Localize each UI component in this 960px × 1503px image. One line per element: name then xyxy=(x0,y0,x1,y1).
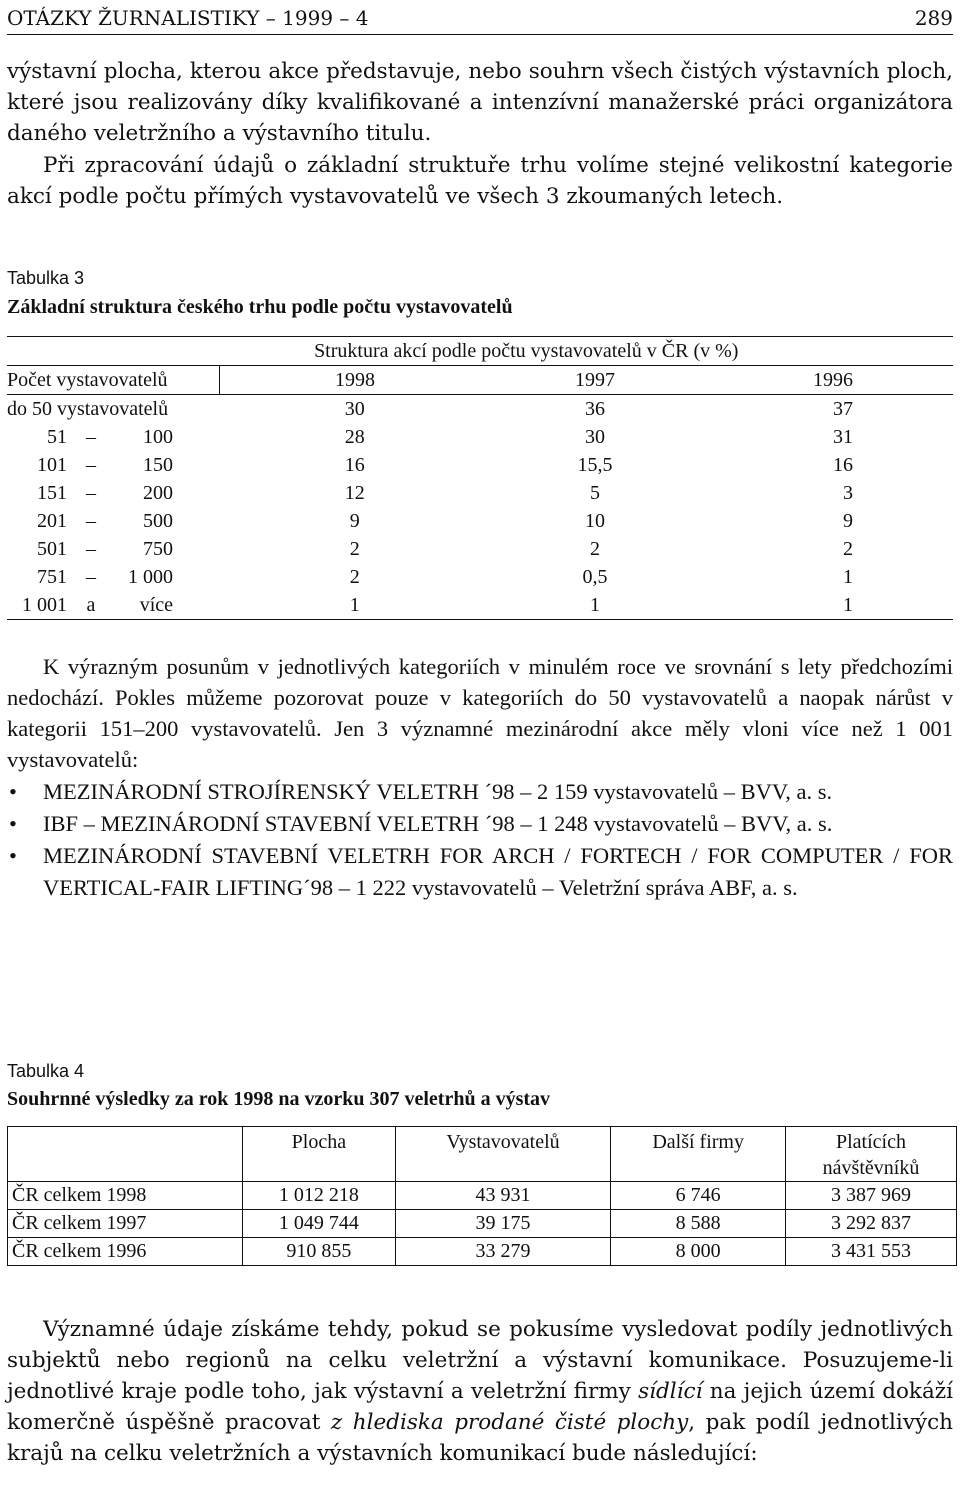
range-sep: – xyxy=(86,481,96,504)
cell: 6 746 xyxy=(611,1182,786,1210)
cell: 2 xyxy=(843,537,853,560)
table-row xyxy=(7,535,953,563)
cell: 2 xyxy=(590,537,600,560)
cell: 10 xyxy=(585,509,605,532)
range-sep: – xyxy=(86,509,96,532)
range-sep: a xyxy=(86,593,96,616)
paragraph-2: Při zpracování údajů o základní struktuře trhu volíme stejné velikostní kategorie akcí podle počtu přímých vystavovatelů ve všech 3 zkoumaných letech. xyxy=(7,153,953,209)
cell: 16 xyxy=(344,453,365,476)
range-sep: – xyxy=(86,565,96,588)
range-to: 500 xyxy=(143,509,173,532)
row-range xyxy=(7,451,220,479)
table3-year-1998: 1998 xyxy=(220,366,491,395)
table-row xyxy=(7,563,953,591)
table-row xyxy=(8,1210,957,1238)
cell: 2 xyxy=(349,565,360,588)
table3-year-1996: 1996 xyxy=(700,366,953,395)
paragraph-4-text-a: Významné údaje získáme tehdy, pokud se pokusíme vysledovat podíly jednotlivých subjektů nebo regionů na celku veletržní a výstavní komunikace. Posuzujeme-li jednotlivé kraje podle toho, jak výstavní a veletržní firmy xyxy=(7,1317,953,1404)
cell: 33 279 xyxy=(395,1238,611,1266)
paragraph-4-italic-b: z hlediska prodané čisté plochy xyxy=(330,1410,689,1435)
cell: 30 xyxy=(585,425,605,448)
range-to: více xyxy=(139,593,173,616)
table-row xyxy=(7,591,953,620)
range-to: 200 xyxy=(143,481,173,504)
range-to: 1 000 xyxy=(128,565,173,588)
row-label: do 50 vystavovatelů xyxy=(7,395,220,424)
paragraph-4 xyxy=(7,1314,953,1469)
table3-title: Základní struktura českého trhu podle počtu vystavovatelů xyxy=(7,296,513,318)
table3-caption: Tabulka 3 xyxy=(7,268,85,288)
range-from: 1 001 xyxy=(22,593,67,616)
cell: 37 xyxy=(700,395,953,424)
list-item xyxy=(7,808,953,840)
table3-super-header: Struktura akcí podle počtu vystavovatelů v ČR (v %) xyxy=(220,337,954,366)
row-label: ČR celkem 1998 xyxy=(8,1182,243,1210)
cell: 3 292 837 xyxy=(786,1210,957,1238)
row-range xyxy=(7,535,220,563)
bullet-icon: • xyxy=(9,779,17,804)
table3-header-row xyxy=(7,366,953,395)
cell: 28 xyxy=(344,425,365,448)
table4-header-dalsi-firmy: Další firmy xyxy=(611,1127,786,1182)
table-row xyxy=(7,395,953,424)
cell: 1 xyxy=(843,565,853,588)
cell: 9 xyxy=(843,509,853,532)
range-sep: – xyxy=(86,425,96,448)
table3 xyxy=(7,336,953,620)
cell: 1 049 744 xyxy=(243,1210,396,1238)
bullet-icon: • xyxy=(9,811,17,836)
cell: 8 588 xyxy=(611,1210,786,1238)
running-header xyxy=(7,4,953,35)
cell: 16 xyxy=(833,453,853,476)
bullet-icon: • xyxy=(9,843,17,868)
cell: 5 xyxy=(590,481,600,504)
paragraph-1: výstavní plocha, kterou akce představuje, nebo souhrn všech čistých výstavních ploch, které jsou realizovány díky kvalifikované a intenzívní manažerské práci organizátora daného veletržního a výstavního titulu. xyxy=(7,59,953,146)
table-row xyxy=(7,423,953,451)
paragraph-4-text-b: na jejich území dokáží komerčně úspěšně pracovat xyxy=(7,1379,953,1435)
cell: 1 xyxy=(220,591,491,620)
cell: 2 xyxy=(349,537,360,560)
table4-header-plocha: Plocha xyxy=(243,1127,396,1182)
list-item xyxy=(7,776,953,808)
list-item-text: IBF – MEZINÁRODNÍ STAVEBNÍ VELETRH ´98 – 1 248 vystavovatelů – BVV, a. s. xyxy=(43,811,833,836)
row-label: ČR celkem 1996 xyxy=(8,1238,243,1266)
row-range xyxy=(7,423,220,451)
range-sep: – xyxy=(86,453,96,476)
table3-col-header: Počet vystavovatelů xyxy=(7,366,220,395)
table-row xyxy=(8,1182,957,1210)
range-from: 101 xyxy=(37,453,67,476)
cell: 8 000 xyxy=(611,1238,786,1266)
cell: 3 xyxy=(843,481,853,504)
table-row xyxy=(7,479,953,507)
page-number: 289 xyxy=(914,6,953,30)
range-from: 751 xyxy=(37,565,67,588)
row-range xyxy=(7,591,220,620)
range-from: 201 xyxy=(37,509,67,532)
cell: 30 xyxy=(220,395,491,424)
table-row xyxy=(8,1238,957,1266)
table4-header-vystavovatelu: Vystavovatelů xyxy=(395,1127,611,1182)
cell: 31 xyxy=(833,425,853,448)
row-label: ČR celkem 1997 xyxy=(8,1210,243,1238)
cell: 3 431 553 xyxy=(786,1238,957,1266)
cell: 1 xyxy=(700,591,953,620)
list-item xyxy=(7,840,953,904)
range-to: 150 xyxy=(143,453,173,476)
range-from: 501 xyxy=(37,537,67,560)
cell: 0,5 xyxy=(582,565,608,588)
row-range xyxy=(7,507,220,535)
range-from: 51 xyxy=(47,425,67,448)
cell: 1 012 218 xyxy=(243,1182,396,1210)
table4-title: Souhrnné výsledky za rok 1998 na vzorku 307 veletrhů a výstav xyxy=(7,1088,551,1110)
row-range xyxy=(7,563,220,591)
list-item-text: MEZINÁRODNÍ STROJÍRENSKÝ VELETRH ´98 – 2 159 vystavovatelů – BVV, a. s. xyxy=(43,779,833,804)
table4-caption: Tabulka 4 xyxy=(7,1061,85,1081)
cell: 9 xyxy=(349,509,360,532)
row-range xyxy=(7,479,220,507)
table4-header-navstevniku: Platících návštěvníků xyxy=(786,1127,957,1182)
bullet-list xyxy=(7,776,953,904)
table-row xyxy=(7,451,953,479)
paragraph-4-text-c: , pak podíl jednotlivých krajů na celku veletržních a výstavních komunikací bude následující: xyxy=(7,1410,953,1466)
cell: 43 931 xyxy=(395,1182,611,1210)
table4-header-row xyxy=(8,1127,957,1182)
range-to: 750 xyxy=(143,537,173,560)
cell: 36 xyxy=(490,395,700,424)
table3-superheader-row xyxy=(7,337,953,366)
range-from: 151 xyxy=(37,481,67,504)
table3-year-1997: 1997 xyxy=(490,366,700,395)
table4 xyxy=(7,1126,957,1266)
table-row xyxy=(7,507,953,535)
cell: 3 387 969 xyxy=(786,1182,957,1210)
cell: 39 175 xyxy=(395,1210,611,1238)
paragraph-3: K výrazným posunům v jednotlivých kategoriích v minulém roce ve srovnání s lety předchozími nedochází. Pokles můžeme pozorovat pouze v kategoriích do 50 vystavovatelů a naopak nárůst v kategorii 151–200 vystavovatelů. Jen 3 významné mezinárodní akce měly vloni více než 1 001 vystavovatelů: xyxy=(7,654,953,772)
cell: 910 855 xyxy=(243,1238,396,1266)
paragraph-4-italic-a: sídlící xyxy=(638,1379,703,1404)
cell: 15,5 xyxy=(577,453,613,476)
list-item-text: MEZINÁRODNÍ STAVEBNÍ VELETRH FOR ARCH / FORTECH / FOR COMPUTER / FOR VERTICAL-FAIR LIFTING´98 – 1 222 vystavovatelů – Veletržní správa ABF, a. s. xyxy=(43,843,953,900)
cell: 1 xyxy=(490,591,700,620)
range-sep: – xyxy=(86,537,96,560)
range-to: 100 xyxy=(143,425,173,448)
running-title: OTÁZKY ŽURNALISTIKY – 1999 – 4 xyxy=(7,6,369,30)
cell: 12 xyxy=(344,481,365,504)
